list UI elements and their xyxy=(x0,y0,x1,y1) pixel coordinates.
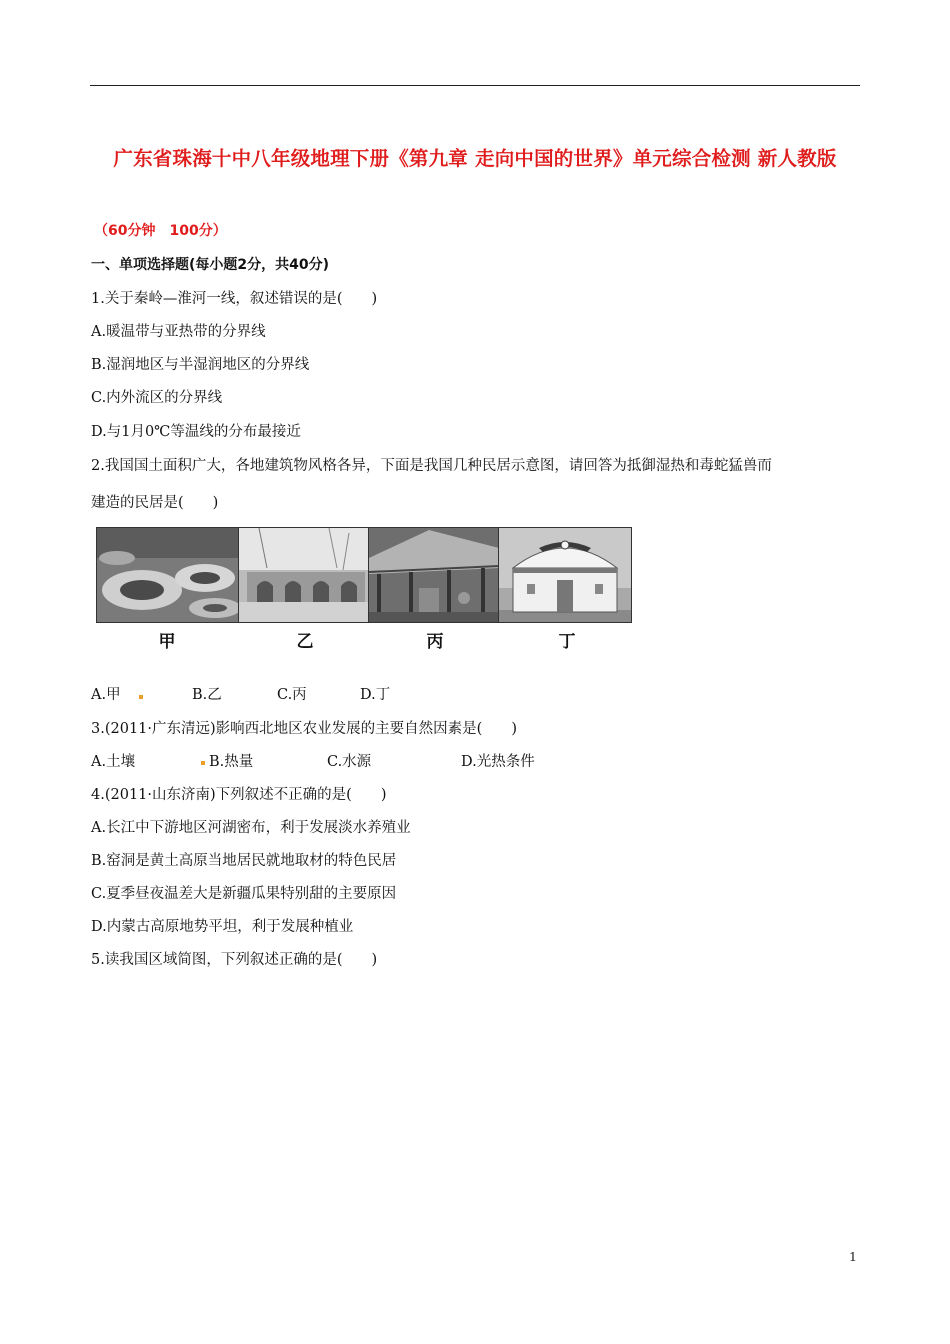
q1-option-c: C.内外流区的分界线 xyxy=(91,390,223,406)
q4-stem: 4.(2011·山东济南)下列叙述不正确的是( ) xyxy=(91,787,387,803)
q2-option-d: D.丁 xyxy=(360,687,391,703)
q4-option-a: A.长江中下游地区河湖密布，利于发展淡水养殖业 xyxy=(91,820,411,836)
q3-option-d: D.光热条件 xyxy=(461,754,535,770)
caption-yi: 乙 xyxy=(296,632,314,652)
q1-option-b: B.湿润地区与半湿润地区的分界线 xyxy=(91,357,310,373)
page-number: 1 xyxy=(849,1249,857,1264)
exam-meta: （60分钟 100分） xyxy=(94,223,227,239)
q2-option-c: C.丙 xyxy=(277,687,307,703)
caption-ding: 丁 xyxy=(558,632,576,652)
q2-stem-line1: 2.我国国土面积广大，各地建筑物风格各异，下面是我国几种民居示意图，请回答为抵御湿热和毒蛇猛兽而 xyxy=(91,458,772,474)
section-heading: 一、单项选择题(每小题2分，共40分) xyxy=(91,257,330,273)
orange-dot-mark xyxy=(139,695,143,699)
photo-yurt xyxy=(498,527,632,623)
q3-option-b: B.热量 xyxy=(209,754,254,770)
header-rule xyxy=(90,85,860,86)
q2-stem-line2: 建造的民居是( ) xyxy=(91,495,219,511)
q4-option-b: B.窑洞是黄土高原当地居民就地取材的特色民居 xyxy=(91,853,397,869)
q2-option-b: B.乙 xyxy=(192,687,222,703)
q4-option-c: C.夏季昼夜温差大是新疆瓜果特别甜的主要原因 xyxy=(91,886,397,902)
q5-stem: 5.读我国区域简图，下列叙述正确的是( ) xyxy=(91,952,378,968)
q1-option-d: D.与1月0℃等温线的分布最接近 xyxy=(91,424,301,440)
orange-dot-mark xyxy=(201,761,205,765)
document-title: 广东省珠海十中八年级地理下册《第九章 走向中国的世界》单元综合检测 新人教版 xyxy=(113,147,837,170)
dwellings-figure xyxy=(92,527,632,655)
q3-option-a: A.土壤 xyxy=(91,754,136,770)
caption-bing: 丙 xyxy=(426,632,444,652)
q1-stem: 1.关于秦岭—淮河一线，叙述错误的是( ) xyxy=(91,291,378,307)
caption-jia: 甲 xyxy=(158,632,176,652)
q3-option-c: C.水源 xyxy=(327,754,372,770)
photo-cave-dwelling xyxy=(238,527,370,623)
q1-option-a: A.暖温带与亚热带的分界线 xyxy=(91,324,266,340)
q3-stem: 3.(2011·广东清远)影响西北地区农业发展的主要自然因素是( ) xyxy=(91,721,517,737)
q4-option-d: D.内蒙古高原地势平坦，利于发展种植业 xyxy=(91,919,354,935)
photo-stilt-house xyxy=(368,527,500,623)
q2-option-a: A.甲 xyxy=(91,687,121,703)
photo-tulou xyxy=(96,527,240,623)
